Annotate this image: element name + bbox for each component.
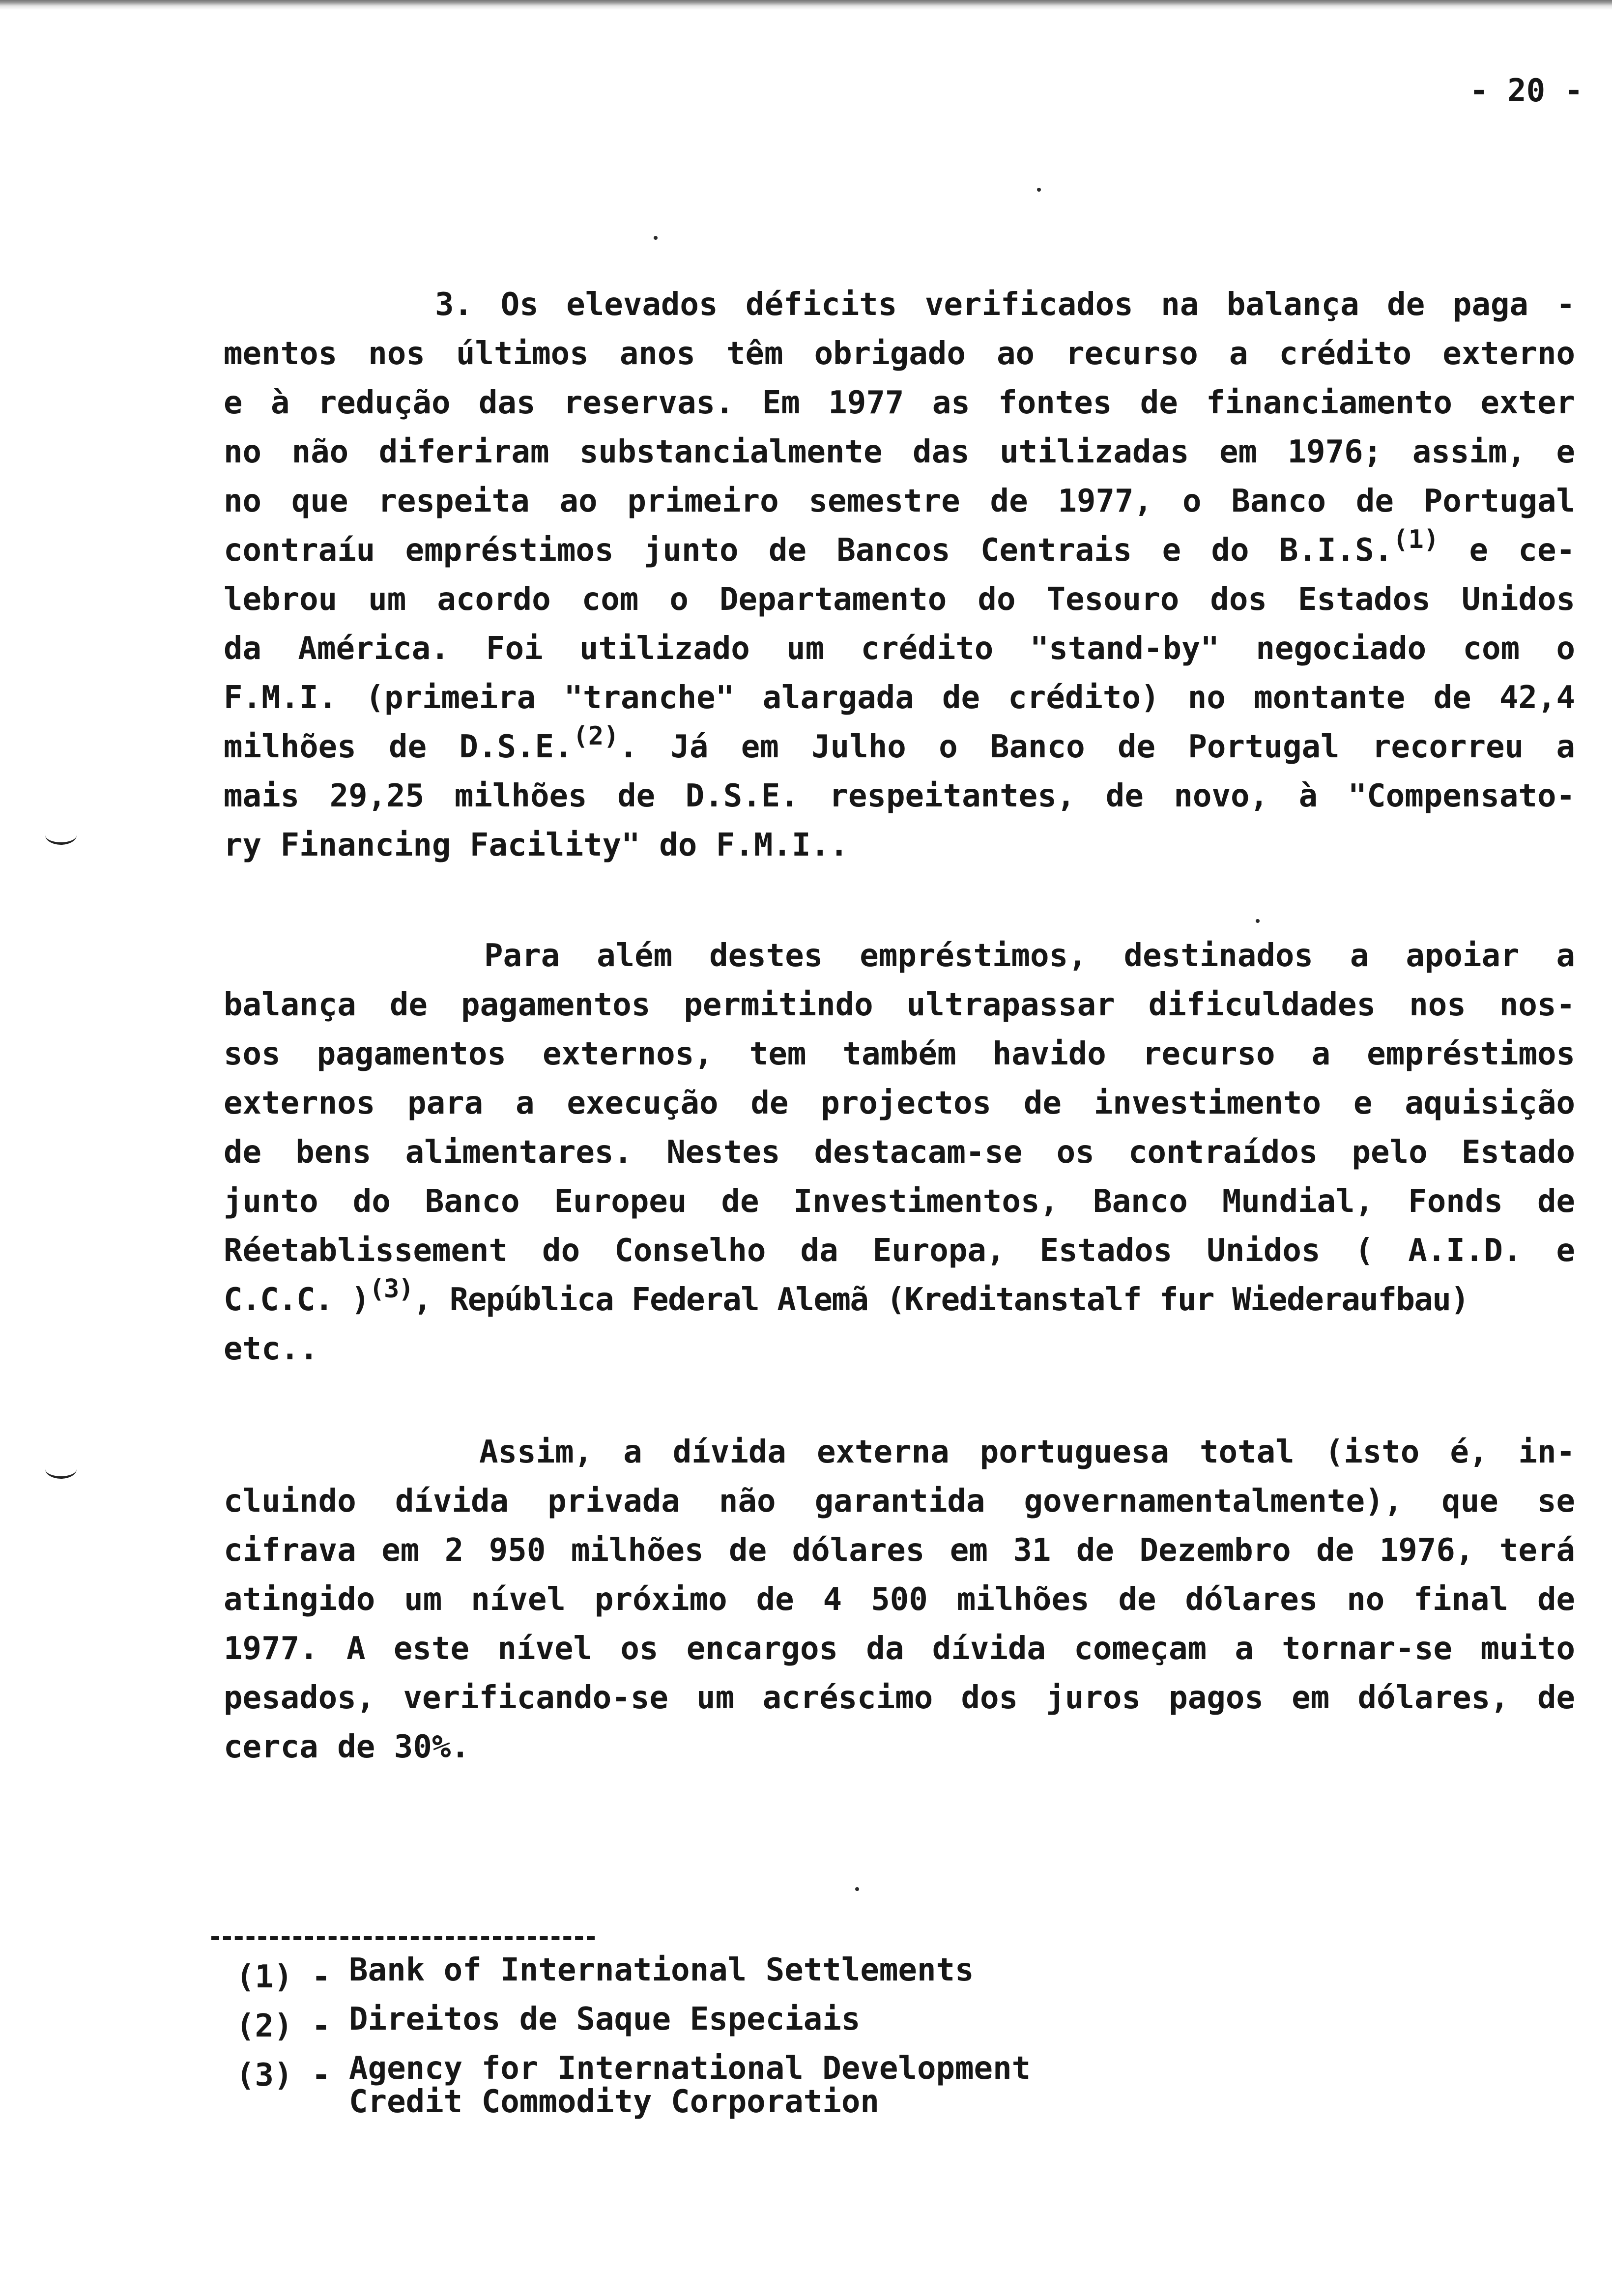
paragraph-line-tail: e ce- (1439, 532, 1576, 569)
paragraph-line-with-footnote-2 (224, 722, 1575, 772)
scan-speck (1037, 188, 1041, 192)
footnote-line: Direitos de Saque Especiais (349, 2001, 861, 2038)
paragraph-line: da América. Foi utilizado um crédito "stand-by" negociado com o (224, 631, 1575, 667)
paragraph-line: 1977. A este nível os encargos da dívida começam a tornar-se muito (224, 1631, 1575, 1667)
footnote-ref-3: (3) (369, 1274, 413, 1304)
footnote-1 (236, 1953, 1366, 2001)
paragraph-line-text: C.C.C. ) (224, 1282, 370, 1318)
page-number: - 20 - (1469, 73, 1583, 109)
footnote-line: Agency for International Development (349, 2050, 1031, 2087)
footnote-line: Bank of International Settlements (349, 1952, 974, 1988)
paragraph-line: no não diferiram substancialmente das utilizadas em 1976; assim, e (224, 434, 1575, 470)
scan-speck (1256, 919, 1260, 923)
paragraph-line: Réetablissement do Conselho da Europa, Estados Unidos ( A.I.D. e (224, 1233, 1575, 1269)
paragraph-line: F.M.I. (primeira "tranche" alargada de crédito) no montante de 42,4 (224, 680, 1575, 716)
paragraph-line-tail: , República Federal Alemã (Kreditanstalf fur Wiederaufbau) (413, 1282, 1469, 1318)
paragraph-line: etc.. (224, 1331, 318, 1367)
paragraph-line: 3. Os elevados déficits verificados na balança de paga - (435, 287, 1575, 323)
paragraph-line: cluindo dívida privada não garantida governamentalmente), que se (224, 1483, 1575, 1520)
paragraph-line: mais 29,25 milhões de D.S.E. respeitantes, de novo, à "Compensato- (224, 778, 1575, 814)
scan-speck (855, 1887, 859, 1891)
paragraph-3 (224, 1428, 1575, 1772)
paragraph-line-with-footnote-3 (224, 1275, 1575, 1324)
paragraph-line: de bens alimentares. Nestes destacam-se os contraídos pelo Estado (224, 1134, 1575, 1171)
paragraph-line: Assim, a dívida externa portuguesa total (isto é, in- (479, 1434, 1575, 1470)
paragraph-line: no que respeita ao primeiro semestre de 1977, o Banco de Portugal (224, 483, 1575, 519)
paragraph-line-with-footnote-1 (224, 526, 1575, 575)
scan-top-edge (0, 0, 1612, 10)
paragraph-line: Para além destes empréstimos, destinados a apoiar a (484, 938, 1575, 974)
paragraph-line: e à redução das reservas. Em 1977 as fontes de financiamento exter (224, 385, 1575, 421)
paragraph-line: externos para a execução de projectos de investimento e aquisição (224, 1085, 1575, 1121)
footnote-text (349, 2003, 860, 2050)
paragraph-line: pesados, verificando-se um acréscimo dos juros pagos em dólares, de (224, 1680, 1575, 1716)
footnotes (236, 1953, 1366, 2121)
footnote-marker: (1) - (236, 1959, 331, 1995)
paragraph-line: junto do Banco Europeu de Investimentos, Banco Mundial, Fonds de (224, 1183, 1575, 1220)
paragraph-line: cerca de 30%. (224, 1729, 470, 1765)
paragraph-line: ry Financing Facility" do F.M.I.. (224, 827, 849, 863)
margin-mark-icon (45, 1460, 77, 1479)
footnote-text (349, 2052, 1031, 2119)
paragraph-line: balança de pagamentos permitindo ultrapassar dificuldades nos nos- (224, 987, 1575, 1023)
footnote-2 (236, 2003, 1366, 2050)
margin-mark-icon (45, 826, 77, 845)
paragraph-line: atingido um nível próximo de 4 500 milhões de dólares no final de (224, 1581, 1575, 1618)
paragraph-line: cifrava em 2 950 milhões de dólares em 31 de Dezembro de 1976, terá (224, 1532, 1575, 1569)
scan-speck (654, 236, 658, 240)
footnote-marker: (3) - (236, 2057, 331, 2094)
paragraph-2 (224, 931, 1575, 1374)
footnote-3 (236, 2052, 1366, 2119)
paragraph-line-tail: . Já em Julho o Banco de Portugal recorreu a (619, 729, 1576, 765)
footnote-ref-1: (1) (1393, 525, 1439, 554)
footnote-marker: (2) - (236, 2008, 331, 2044)
paragraph-line: mentos nos últimos anos têm obrigado ao recurso a crédito externo (224, 336, 1575, 372)
paragraph-1 (224, 280, 1575, 870)
footnote-ref-2: (2) (573, 721, 619, 751)
footnote-line: Credit Commodity Corporation (349, 2084, 879, 2120)
paragraph-line-text: contraíu empréstimos junto de Bancos Centrais e do B.I.S. (224, 532, 1393, 569)
paragraph-line: sos pagamentos externos, tem também havido recurso a empréstimos (224, 1036, 1575, 1072)
footnote-separator (211, 1936, 595, 1940)
paragraph-line: lebrou um acordo com o Departamento do Tesouro dos Estados Unidos (224, 581, 1575, 618)
footnote-text (349, 1953, 974, 2001)
paragraph-line-text: milhões de D.S.E. (224, 729, 573, 765)
